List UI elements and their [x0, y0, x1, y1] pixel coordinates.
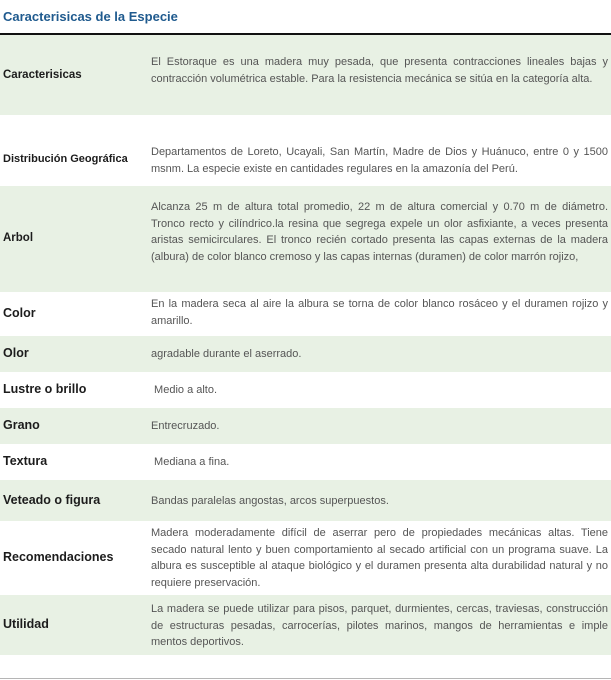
table-row [0, 186, 611, 292]
table-row [0, 444, 611, 480]
table-row [0, 115, 611, 186]
table-row [0, 408, 611, 444]
row-value: Alcanza 25 m de altura total promedio, 22 m de altura comercial y 0.70 m de diámetro. Tronco recto y cilíndrico.la resina que segrega expele un olor asfixiante, a veces presenta aristas semicirculares. El tronco recién cortado presenta las capas externas de la madera (albura) de color blanco cremoso y las capas internas (duramen) de color marrón rojizo, [151, 201, 608, 263]
bottom-divider [0, 678, 611, 679]
row-value: Madera moderadamente difícil de aserrar pero de propiedades mecánicas altas. Tiene secado natural lento y buen comportamiento al secado artificial con un programa suave. La albura es susceptible al ataque biológico y el duramen presenta alta durabilidad natural y no requiere preservación. [151, 527, 608, 589]
row-label: Distribución Geográfica [3, 153, 128, 165]
row-label: Grano [3, 418, 40, 432]
table-row [0, 480, 611, 521]
row-label: Textura [3, 454, 48, 468]
table-row [0, 336, 611, 372]
row-label: Lustre o brillo [3, 382, 87, 396]
row-value: La madera se puede utilizar para pisos, parquet, durmientes, cercas, traviesas, construcción de estructuras pesadas, carrocerías, pilotes marinos, mangos de herramientas e imple mentos deportivos. [151, 603, 608, 648]
row-label: Utilidad [3, 617, 49, 631]
row-label: Arbol [3, 232, 34, 244]
table-row [0, 372, 611, 408]
row-value: En la madera seca al aire la albura se torna de color blanco rosáceo y el duramen rojizo y amarillo. [151, 298, 608, 327]
table-row [0, 595, 611, 655]
row-value: Departamentos de Loreto, Ucayali, San Martín, Madre de Dios y Huánuco, entre 0 y 1500 msnm. La especie existe en cantidades regulares en la amazonía del Perú. [151, 146, 608, 175]
row-label: Recomendaciones [3, 550, 114, 564]
row-label: Veteado o figura [3, 493, 101, 507]
row-value: agradable durante el aserrado. [151, 348, 302, 360]
row-label: Caracterisicas [3, 69, 82, 81]
table-row [0, 292, 611, 336]
row-value: Mediana a fina. [151, 456, 230, 468]
table-row [0, 521, 611, 595]
row-value: Bandas paralelas angostas, arcos superpuestos. [151, 495, 389, 507]
row-label: Olor [3, 346, 29, 360]
table-row [0, 35, 611, 115]
row-value: Entrecruzado. [151, 420, 220, 432]
row-label: Color [3, 306, 36, 320]
row-value: Medio a alto. [151, 384, 218, 396]
species-characteristics-table [0, 35, 611, 655]
section-title: Caracterisicas de la Especie [3, 9, 178, 24]
row-value: El Estoraque es una madera muy pesada, que presenta contracciones lineales bajas y contracción volumétrica estable. Para la resistencia mecánica se sitúa en la categoría alta. [151, 56, 608, 85]
